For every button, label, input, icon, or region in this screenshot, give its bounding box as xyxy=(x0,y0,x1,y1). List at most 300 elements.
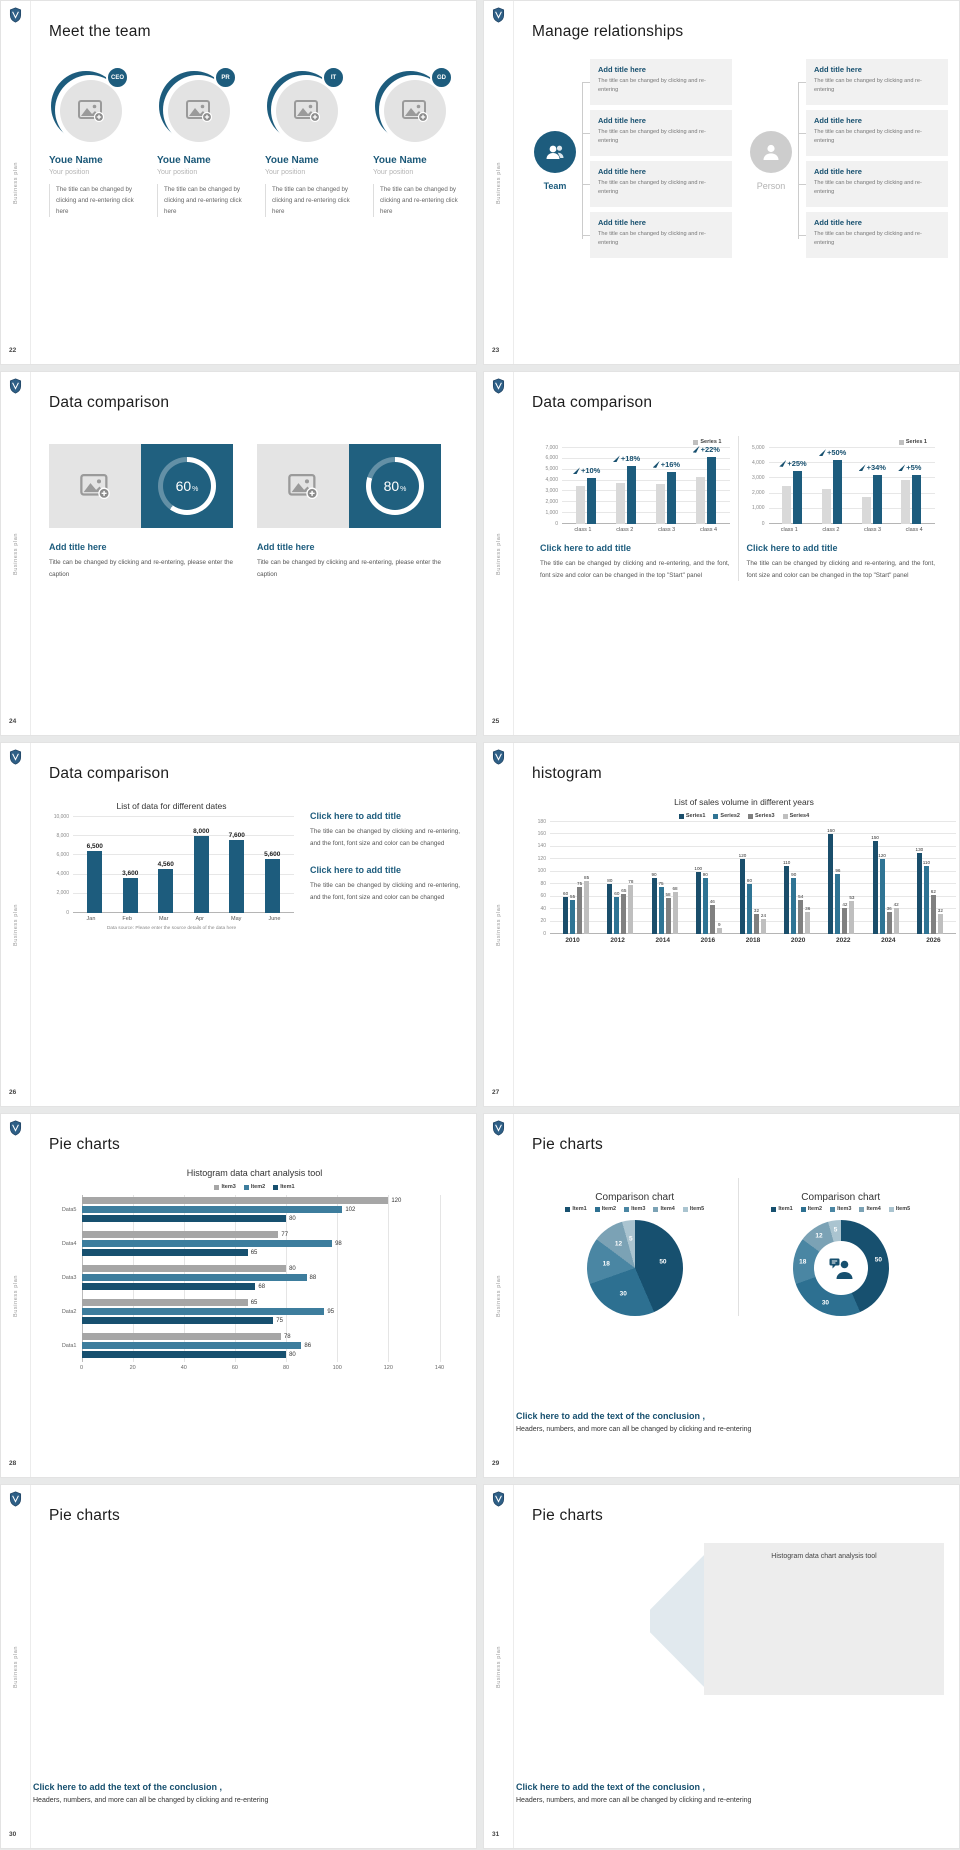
bar xyxy=(754,914,759,934)
slide-rail xyxy=(484,1,514,364)
image-placeholder-icon xyxy=(294,100,320,122)
bar xyxy=(82,1231,279,1238)
bar xyxy=(628,885,633,934)
bar-value-label: 80 xyxy=(746,878,753,884)
x-tick-label: class 1 xyxy=(780,527,798,533)
slice-label: 30 xyxy=(619,1290,627,1298)
conclusion-title: Click here to add the text of the conclusion , xyxy=(33,1782,223,1792)
card-title: Add title here xyxy=(814,116,862,125)
bar-value-label: 85 xyxy=(584,875,590,881)
donut-to-panel-row xyxy=(532,1539,943,1705)
slide-rail xyxy=(1,372,31,735)
card-title: Add title here xyxy=(598,167,646,176)
donut-chart xyxy=(747,1220,936,1316)
bar-group xyxy=(158,817,173,913)
bar xyxy=(873,475,882,524)
chart-legend xyxy=(540,1206,730,1212)
x-tick-label: class 1 xyxy=(574,527,592,533)
legend-item xyxy=(565,1206,586,1212)
team-member-card xyxy=(265,71,361,217)
relation-card xyxy=(806,161,948,207)
bar-value-label: 90 xyxy=(702,872,708,877)
x-tick-label: 2014 xyxy=(655,937,670,944)
y-axis xyxy=(540,444,562,527)
bar xyxy=(667,472,676,524)
bar xyxy=(614,897,619,934)
bar-group xyxy=(616,448,641,524)
shield-logo-icon xyxy=(492,749,505,765)
bar xyxy=(87,851,102,913)
y-axis xyxy=(532,818,550,937)
y-tick-label: 1,000 xyxy=(751,505,765,512)
bar xyxy=(880,859,885,934)
page-title: Data comparison xyxy=(49,765,170,782)
x-tick-label: May xyxy=(231,916,242,922)
bar-value-label: 65 xyxy=(621,887,627,893)
bar xyxy=(570,900,575,934)
brand-vertical-label: Business plan xyxy=(495,532,502,575)
page-title: Manage relationships xyxy=(532,23,684,40)
category-label: Data3 xyxy=(61,1274,77,1281)
bar xyxy=(82,1249,248,1256)
bar-group xyxy=(123,817,138,913)
bar-value-label: 90 xyxy=(791,872,797,877)
bar xyxy=(822,489,831,524)
legend-item xyxy=(801,1206,822,1212)
bar xyxy=(793,471,802,524)
card-caption: The title can be changed by clicking and re-entering xyxy=(598,129,706,144)
legend-label: Item5 xyxy=(689,1206,705,1212)
card-caption: Title can be changed by clicking and re-entering, please enter the caption xyxy=(257,559,441,578)
bar-value-label: 6,500 xyxy=(86,842,103,850)
bar-value-label: 65 xyxy=(250,1299,258,1306)
bar xyxy=(873,841,878,934)
x-tick-label: class 2 xyxy=(616,527,634,533)
person-icon xyxy=(759,140,783,164)
legend-label: Item2 xyxy=(250,1184,266,1190)
x-tick-label: Mar xyxy=(158,916,169,922)
bar xyxy=(82,1206,343,1213)
brand-vertical-label: Business plan xyxy=(12,161,19,204)
legend-item xyxy=(683,1206,704,1212)
card-caption: Title can be changed by clicking and re-entering, please enter the caption xyxy=(49,559,233,578)
relation-card xyxy=(590,59,732,105)
bar xyxy=(938,914,943,934)
bar xyxy=(194,836,209,913)
legend-item xyxy=(653,1206,674,1212)
y-tick-label: 60 xyxy=(540,893,546,900)
bar-value-label: 160 xyxy=(827,828,835,834)
x-tick-label: 2024 xyxy=(881,937,896,944)
block-title: Click here to add title xyxy=(540,543,632,553)
bar xyxy=(707,457,716,524)
bar xyxy=(798,900,803,934)
text-block xyxy=(540,543,730,581)
bar-value-label: 98 xyxy=(335,1240,342,1247)
y-tick-label: 0 xyxy=(66,909,69,916)
card-caption: The title can be changed by clicking and re-entering xyxy=(598,231,706,246)
bar-value-label: 3,600 xyxy=(122,870,139,878)
brand-vertical-label: Business plan xyxy=(495,161,502,204)
plot-area xyxy=(769,448,936,524)
x-tick-label: 2022 xyxy=(835,937,851,944)
legend-swatch xyxy=(801,1207,806,1212)
legend-label: Item1 xyxy=(778,1206,793,1212)
member-caption: The title can be changed by clicking and re-entering click here xyxy=(49,184,135,217)
bar-chart xyxy=(532,818,956,944)
avatar-photo-placeholder xyxy=(60,80,122,142)
slice-label: 50 xyxy=(659,1258,667,1266)
legend-swatch xyxy=(244,1185,249,1190)
brand-vertical-label: Business plan xyxy=(495,1645,502,1688)
pie-chart xyxy=(587,1220,683,1316)
plot-area xyxy=(550,822,956,934)
avatar xyxy=(267,71,337,141)
member-name: Youe Name xyxy=(373,155,427,166)
member-name: Youe Name xyxy=(157,155,211,166)
brand-vertical-label: Business plan xyxy=(12,903,19,946)
bar xyxy=(82,1283,256,1290)
bar xyxy=(761,919,766,934)
data-cards-row xyxy=(49,444,460,580)
chart-block-left xyxy=(532,436,738,581)
slide-30 xyxy=(0,1484,477,1849)
member-position: Your position xyxy=(157,169,198,176)
legend-swatch xyxy=(679,814,684,819)
avatar-photo-placeholder xyxy=(384,80,446,142)
team-member-card xyxy=(49,71,145,217)
card-title: Add title here xyxy=(814,218,862,227)
bar-group xyxy=(784,822,810,934)
hbar-chart xyxy=(52,1193,458,1373)
shield-logo-icon xyxy=(492,1491,505,1507)
relationship-group xyxy=(748,59,948,263)
card-caption: The title can be changed by clicking and re-entering xyxy=(598,180,706,195)
block-caption: The title can be changed by clicking and re-entering, and the font, font size and color can be changed in the top "Start" panel xyxy=(746,560,935,579)
member-position: Your position xyxy=(265,169,306,176)
image-placeholder-icon xyxy=(288,474,318,499)
page-number: 23 xyxy=(492,347,500,354)
y-tick-label: 180 xyxy=(537,818,546,825)
chart-title: Comparison chart xyxy=(595,1192,675,1203)
legend-label: Series4 xyxy=(789,813,810,819)
x-tick-label: June xyxy=(268,916,281,922)
bar-group xyxy=(740,822,766,934)
slide-content xyxy=(31,1,477,364)
bar-value-label: 68 xyxy=(258,1283,266,1290)
bar-value-label: 65 xyxy=(250,1249,258,1256)
bar-value-label: 54 xyxy=(798,894,804,900)
y-tick-label: 160 xyxy=(537,830,546,837)
member-caption: The title can be changed by clicking and re-entering click here xyxy=(157,184,243,217)
slide-rail xyxy=(1,743,31,1106)
brand-vertical-label: Business plan xyxy=(12,1645,19,1688)
y-tick-label: 2,000 xyxy=(545,498,558,505)
bar xyxy=(805,912,810,934)
slice-label: 12 xyxy=(815,1232,823,1240)
slide-content xyxy=(31,743,476,1106)
bar xyxy=(82,1351,287,1358)
relation-card xyxy=(590,212,732,258)
page-title: Pie charts xyxy=(49,1507,120,1524)
shield-logo-icon xyxy=(492,1120,505,1136)
y-tick-label: 3,000 xyxy=(751,474,765,481)
slide-rail xyxy=(1,1485,31,1848)
conclusion-caption: Headers, numbers, and more can all be changed by clicking and re-entering xyxy=(33,1797,269,1804)
legend-item xyxy=(783,813,810,819)
legend-label: Item3 xyxy=(221,1184,236,1190)
x-tick-label: 0 xyxy=(79,1365,84,1371)
image-placeholder-icon xyxy=(80,474,110,499)
slide-content xyxy=(514,372,959,735)
flag-icon xyxy=(653,461,660,468)
category-label: Data4 xyxy=(61,1240,77,1247)
role-badge: CEO xyxy=(106,66,129,89)
page-title: Data comparison xyxy=(532,394,653,411)
bar-chart-block xyxy=(49,801,294,931)
block-title: Click here to add title xyxy=(746,543,838,553)
chart-halves xyxy=(532,436,943,581)
y-tick-label: 4,000 xyxy=(545,477,558,484)
bar xyxy=(862,497,871,524)
x-tick-label: Feb xyxy=(122,916,132,922)
team-member-card xyxy=(157,71,253,217)
bar-value-label: 4,560 xyxy=(157,861,174,869)
funnel-shape xyxy=(650,1551,708,1691)
legend-label: Series 1 xyxy=(700,439,722,445)
legend-label: Item4 xyxy=(660,1206,675,1212)
avatar xyxy=(159,71,229,141)
chart-legend xyxy=(52,1184,458,1190)
slide-28 xyxy=(0,1113,477,1478)
percent-sign: % xyxy=(192,486,199,493)
bar-value-label: 96 xyxy=(835,868,841,874)
bar-value-label: 5,600 xyxy=(264,851,281,859)
x-tick-label: 120 xyxy=(383,1365,393,1371)
shield-logo-icon xyxy=(9,1491,22,1507)
bar-chart xyxy=(747,444,936,533)
bar-value-label: 80 xyxy=(289,1215,296,1222)
bar-group xyxy=(607,822,633,934)
y-tick-label: 140 xyxy=(537,843,546,850)
page-number: 24 xyxy=(9,718,17,725)
conclusion-block xyxy=(516,1411,943,1433)
relation-card xyxy=(590,110,732,156)
slide-content xyxy=(31,1485,476,1848)
role-badge: GD xyxy=(430,66,453,89)
image-placeholder xyxy=(49,444,141,528)
bar-value-label: 8,000 xyxy=(193,828,210,836)
legend-item xyxy=(748,813,775,819)
growth-label: +18% xyxy=(613,454,640,463)
bar xyxy=(82,1265,287,1272)
conclusion-caption: Headers, numbers, and more can all be changed by clicking and re-entering xyxy=(516,1797,752,1804)
bar xyxy=(673,892,678,934)
shield-logo-icon xyxy=(492,378,505,394)
bar-group xyxy=(873,822,899,934)
avatar xyxy=(51,71,124,141)
bar xyxy=(621,894,626,934)
page-number: 25 xyxy=(492,718,500,725)
legend-label: Series2 xyxy=(720,813,740,819)
bar xyxy=(563,897,568,934)
card-title: Add title here xyxy=(598,65,646,74)
bar-value-label: 32 xyxy=(937,908,943,914)
legend-label: Series3 xyxy=(755,813,775,819)
bar-value-label: 80 xyxy=(289,1265,296,1272)
relationship-group xyxy=(532,59,732,263)
category-label: Data5 xyxy=(61,1206,77,1213)
slide-22 xyxy=(0,0,477,365)
bar-group xyxy=(696,822,722,934)
conclusion-title: Click here to add the text of the conclusion , xyxy=(516,1411,706,1421)
chart-legend xyxy=(540,1206,730,1212)
bar-group xyxy=(265,817,280,913)
x-tick-label: class 2 xyxy=(822,527,840,533)
y-tick-label: 7,000 xyxy=(545,444,558,451)
legend-item xyxy=(771,1206,792,1212)
bar-group xyxy=(828,822,854,934)
page-number: 26 xyxy=(9,1089,17,1096)
slide-31 xyxy=(483,1484,960,1849)
x-tick-label: 2016 xyxy=(700,937,716,944)
bar xyxy=(703,878,708,934)
bar-value-label: 102 xyxy=(345,1206,356,1213)
flag-icon xyxy=(613,455,620,462)
legend-swatch xyxy=(889,1207,894,1212)
slide-29 xyxy=(483,1113,960,1478)
legend-swatch xyxy=(783,814,788,819)
bar xyxy=(82,1317,274,1324)
page-number: 31 xyxy=(492,1831,500,1838)
y-tick-label: 0 xyxy=(761,520,765,527)
growth-label: +10% xyxy=(573,466,600,475)
flag-icon xyxy=(779,460,786,467)
page-title: Pie charts xyxy=(532,1136,603,1153)
block-title: Click here to add title xyxy=(310,865,402,876)
bar xyxy=(584,881,589,934)
image-placeholder-icon xyxy=(78,100,104,122)
slide-rail xyxy=(484,743,514,1106)
page-title: Pie charts xyxy=(532,1507,603,1524)
y-tick-label: 2,000 xyxy=(751,490,765,497)
y-tick-label: 3,000 xyxy=(545,487,558,494)
y-tick-label: 1,000 xyxy=(545,509,558,516)
bar xyxy=(747,884,752,934)
bar-value-label: 9 xyxy=(717,922,721,928)
group-label: Team xyxy=(543,181,567,191)
bar xyxy=(158,869,173,913)
x-tick-label: 140 xyxy=(434,1365,445,1371)
block-caption: The title can be changed by clicking and re-entering, and the font, font size and color can be changed xyxy=(310,828,460,847)
member-position: Your position xyxy=(373,169,414,176)
flag-icon xyxy=(859,464,866,471)
x-tick-label: 40 xyxy=(180,1365,187,1371)
bar-value-label: 42 xyxy=(842,901,848,907)
legend-item xyxy=(595,1206,616,1212)
hbar-panel xyxy=(704,1543,944,1695)
bar xyxy=(82,1299,248,1306)
bar xyxy=(828,834,833,934)
bar-value-label: 120 xyxy=(391,1197,402,1204)
bar xyxy=(784,866,789,934)
brand-vertical-label: Business plan xyxy=(12,1274,19,1317)
legend-swatch xyxy=(653,1207,658,1212)
bar-group xyxy=(52,1333,458,1358)
slide-content xyxy=(514,1,960,364)
bar-value-label: 78 xyxy=(283,1333,291,1340)
bar xyxy=(627,466,636,524)
page-title: Data comparison xyxy=(49,394,170,411)
page-title: Meet the team xyxy=(49,23,151,40)
card-title: Add title here xyxy=(598,116,646,125)
bar-chart xyxy=(540,444,730,533)
x-tick-label: Jan xyxy=(86,916,96,922)
bar-value-label: 80 xyxy=(289,1351,296,1358)
legend-item xyxy=(679,813,706,819)
chart-legend xyxy=(747,1206,936,1212)
bar xyxy=(924,866,929,934)
legend-item xyxy=(859,1206,880,1212)
chart-title: List of data for different dates xyxy=(116,801,227,811)
group-label: Person xyxy=(756,181,786,191)
bar-value-label: 68 xyxy=(672,885,678,891)
shield-logo-icon xyxy=(9,378,22,394)
bar-group xyxy=(52,1299,458,1324)
card-caption: The title can be changed by clicking and re-entering xyxy=(814,231,922,246)
bar xyxy=(835,874,840,934)
chart-note: Data source: Please enter the source details of the data here xyxy=(106,926,237,931)
legend-item xyxy=(624,1206,645,1212)
flag-icon xyxy=(573,467,580,474)
slice-label: 50 xyxy=(874,1256,882,1264)
x-tick-label: class 4 xyxy=(700,527,718,533)
bar xyxy=(577,887,582,934)
card-caption: The title can be changed by clicking and re-entering xyxy=(814,129,922,144)
legend-item xyxy=(273,1184,294,1190)
bar-value-label: 78 xyxy=(628,879,634,885)
y-tick-label: 8,000 xyxy=(56,832,69,839)
shield-logo-icon xyxy=(9,1120,22,1136)
legend-item xyxy=(244,1184,265,1190)
bar xyxy=(82,1333,281,1340)
histogram-chart xyxy=(532,818,956,944)
consultant-icon xyxy=(826,1256,856,1280)
bar-group xyxy=(229,817,244,913)
chart-legend xyxy=(747,439,936,445)
legend-item xyxy=(713,813,740,819)
bar-value-label: 60 xyxy=(614,890,620,896)
growth-label: +25% xyxy=(779,459,806,468)
bar xyxy=(82,1215,287,1222)
bar-group xyxy=(87,817,102,913)
bar xyxy=(607,884,612,934)
legend-label: Item3 xyxy=(837,1206,852,1212)
card-caption: The title can be changed by clicking and re-entering xyxy=(814,78,922,93)
growth-label: +16% xyxy=(653,460,680,469)
bar-value-label: 32 xyxy=(753,908,760,914)
bar-value-label: 42 xyxy=(893,901,899,907)
slide-24 xyxy=(0,371,477,736)
relation-card xyxy=(590,161,732,207)
legend-label: Item3 xyxy=(631,1206,646,1212)
bar xyxy=(842,908,847,934)
growth-label: +22% xyxy=(693,445,720,454)
chart-title: Histogram data chart analysis tool xyxy=(186,1168,323,1178)
legend-swatch xyxy=(595,1207,600,1212)
role-badge: IT xyxy=(322,66,345,89)
bar-group xyxy=(52,1231,458,1256)
